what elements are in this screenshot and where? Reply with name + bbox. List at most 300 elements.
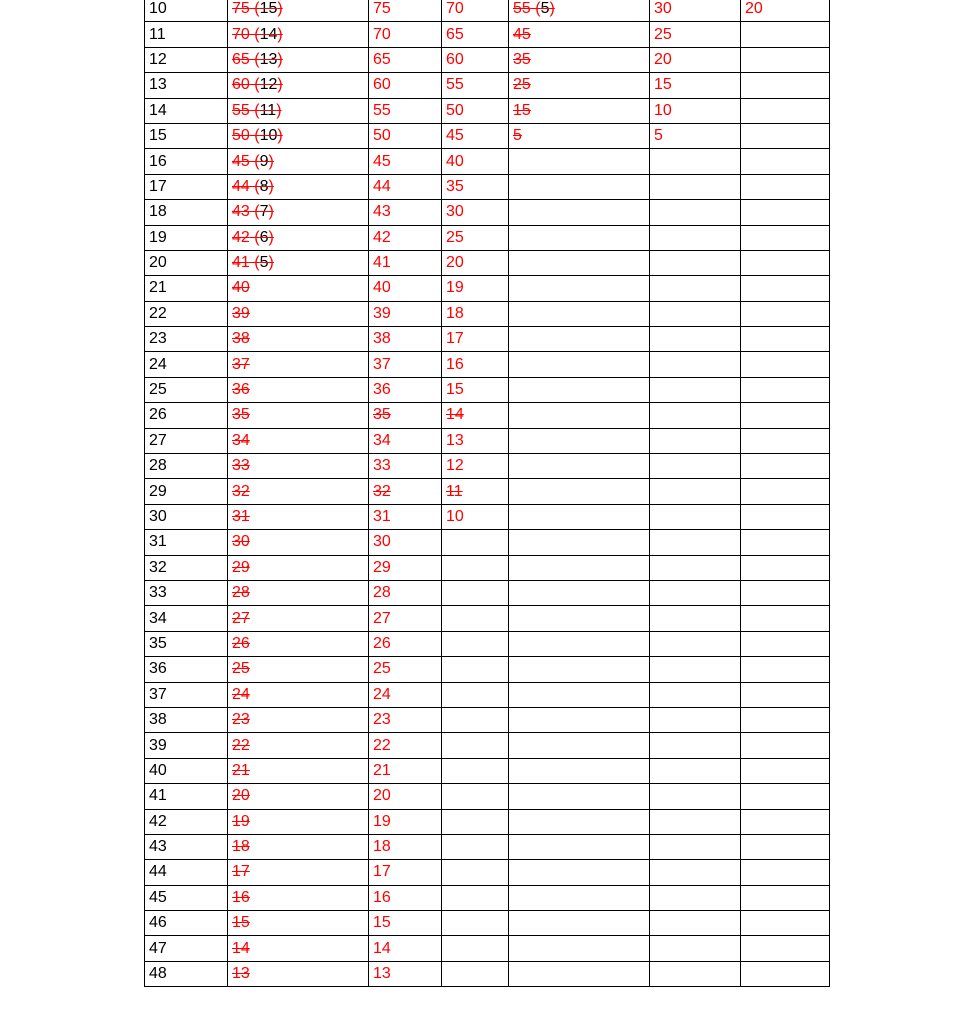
table-cell-col-b[interactable]: [228, 885, 369, 910]
table-cell-row-number[interactable]: [145, 327, 228, 352]
table-cell-col-d[interactable]: [442, 377, 509, 402]
table-cell-col-g[interactable]: [741, 606, 830, 631]
table-cell-col-f[interactable]: [650, 250, 741, 275]
table-cell-row-number[interactable]: [145, 0, 228, 22]
table-cell-row-number[interactable]: [145, 860, 228, 885]
table-cell-col-c[interactable]: [369, 47, 442, 72]
table-cell-col-c[interactable]: [369, 784, 442, 809]
table-cell-col-g[interactable]: [741, 784, 830, 809]
table-cell-row-number[interactable]: [145, 454, 228, 479]
table-cell-col-d[interactable]: [442, 47, 509, 72]
table-cell-col-g[interactable]: [741, 555, 830, 580]
table-cell-col-b[interactable]: [228, 860, 369, 885]
table-cell-row-number[interactable]: [145, 606, 228, 631]
table-cell-col-e[interactable]: [509, 22, 650, 47]
table-cell-col-c[interactable]: [369, 885, 442, 910]
table-cell-col-g[interactable]: [741, 809, 830, 834]
table-cell-col-g[interactable]: [741, 530, 830, 555]
table-cell-col-g[interactable]: [741, 225, 830, 250]
table-row: [145, 0, 830, 22]
table-cell-col-b[interactable]: [228, 606, 369, 631]
table-cell-col-g[interactable]: [741, 301, 830, 326]
deleted-number: 23: [232, 711, 250, 729]
table-cell-col-c[interactable]: [369, 22, 442, 47]
table-cell-col-g[interactable]: [741, 580, 830, 605]
table-cell-col-f[interactable]: [650, 707, 741, 732]
table-cell-col-f[interactable]: [650, 961, 741, 986]
table-cell-row-number[interactable]: [145, 784, 228, 809]
table-cell-col-c[interactable]: [369, 860, 442, 885]
table-cell-col-g[interactable]: [741, 631, 830, 656]
table-cell-col-g[interactable]: [741, 911, 830, 936]
table-cell-col-e[interactable]: [509, 250, 650, 275]
table-cell-col-f[interactable]: [650, 352, 741, 377]
table-cell-col-b[interactable]: [228, 327, 369, 352]
table-row: [145, 352, 830, 377]
table-cell-row-number[interactable]: [145, 479, 228, 504]
table-cell-col-c[interactable]: [369, 250, 442, 275]
table-cell-col-g[interactable]: [741, 149, 830, 174]
table-cell-col-c[interactable]: [369, 961, 442, 986]
inserted-value: 30: [373, 533, 391, 551]
deleted-number: 35: [373, 406, 391, 424]
table-cell-col-e[interactable]: [509, 606, 650, 631]
table-cell-col-f[interactable]: [650, 98, 741, 123]
table-cell-col-e[interactable]: [509, 47, 650, 72]
table-cell-col-d[interactable]: [442, 631, 509, 656]
table-cell-col-d[interactable]: [442, 580, 509, 605]
table-cell-col-e[interactable]: [509, 580, 650, 605]
table-cell-row-number[interactable]: [145, 580, 228, 605]
table-cell-col-c[interactable]: [369, 682, 442, 707]
table-cell-col-b[interactable]: [228, 301, 369, 326]
table-row: [145, 657, 830, 682]
table-cell-row-number[interactable]: [145, 657, 228, 682]
deleted-number: 70: [232, 25, 250, 43]
table-cell-col-g[interactable]: [741, 707, 830, 732]
table-cell-col-e[interactable]: [509, 301, 650, 326]
deleted-number: 45: [232, 152, 250, 170]
table-cell-col-e[interactable]: [509, 555, 650, 580]
table-cell-col-f[interactable]: [650, 936, 741, 961]
table-cell-col-d[interactable]: [442, 200, 509, 225]
table-cell-row-number[interactable]: [145, 936, 228, 961]
table-cell-col-e[interactable]: [509, 758, 650, 783]
inserted-value: 20: [654, 50, 672, 68]
table-cell-col-c[interactable]: [369, 580, 442, 605]
table-cell-row-number[interactable]: [145, 733, 228, 758]
table-cell-col-b[interactable]: [228, 200, 369, 225]
table-cell-row-number[interactable]: [145, 555, 228, 580]
table-cell-col-b[interactable]: [228, 631, 369, 656]
table-cell-col-d[interactable]: [442, 911, 509, 936]
table-row: [145, 580, 830, 605]
table-cell-row-number[interactable]: [145, 123, 228, 148]
table-cell-col-f[interactable]: [650, 657, 741, 682]
table-cell-col-f[interactable]: [650, 885, 741, 910]
table-cell-col-e[interactable]: [509, 936, 650, 961]
table-cell-row-number[interactable]: [145, 809, 228, 834]
table-cell-row-number[interactable]: [145, 504, 228, 529]
table-cell-row-number[interactable]: [145, 47, 228, 72]
table-cell-col-f[interactable]: [650, 123, 741, 148]
table-cell-col-d[interactable]: [442, 530, 509, 555]
table-cell-col-b[interactable]: [228, 225, 369, 250]
table-cell-col-c[interactable]: [369, 911, 442, 936]
deleted-value: [232, 611, 250, 627]
table-cell-col-c[interactable]: [369, 98, 442, 123]
table-cell-col-b[interactable]: [228, 174, 369, 199]
table-cell-col-f[interactable]: [650, 200, 741, 225]
table-cell-col-d[interactable]: [442, 479, 509, 504]
table-cell-col-e[interactable]: [509, 225, 650, 250]
table-cell-col-e[interactable]: [509, 276, 650, 301]
table-cell-col-g[interactable]: [741, 47, 830, 72]
table-cell-col-c[interactable]: [369, 555, 442, 580]
table-cell-col-g[interactable]: [741, 834, 830, 859]
table-cell-col-b[interactable]: [228, 479, 369, 504]
table-cell-col-e[interactable]: [509, 403, 650, 428]
table-cell-col-e[interactable]: [509, 352, 650, 377]
row-number-text: 38: [149, 711, 167, 729]
table-cell-col-f[interactable]: [650, 73, 741, 98]
table-cell-row-number[interactable]: [145, 276, 228, 301]
table-cell-col-b[interactable]: [228, 22, 369, 47]
table-cell-col-g[interactable]: [741, 733, 830, 758]
table-cell-col-g[interactable]: [741, 73, 830, 98]
table-cell-col-d[interactable]: [442, 657, 509, 682]
table-cell-row-number[interactable]: [145, 352, 228, 377]
table-cell-col-e[interactable]: [509, 123, 650, 148]
deleted-number: 41: [232, 254, 250, 272]
table-cell-col-f[interactable]: [650, 504, 741, 529]
table-cell-col-d[interactable]: [442, 758, 509, 783]
row-number-text: 35: [149, 634, 167, 652]
table-cell-col-b[interactable]: [228, 555, 369, 580]
table-cell-row-number[interactable]: [145, 149, 228, 174]
table-cell-row-number[interactable]: [145, 428, 228, 453]
table-cell-col-f[interactable]: [650, 327, 741, 352]
table-cell-col-b[interactable]: [228, 403, 369, 428]
table-cell-col-c[interactable]: [369, 504, 442, 529]
table-cell-col-e[interactable]: [509, 631, 650, 656]
table-cell-col-d[interactable]: [442, 225, 509, 250]
table-cell-row-number[interactable]: [145, 758, 228, 783]
table-cell-col-g[interactable]: [741, 682, 830, 707]
table-cell-col-g[interactable]: [741, 0, 830, 22]
inserted-value: 16: [373, 888, 391, 906]
table-cell-col-d[interactable]: [442, 784, 509, 809]
table-cell-col-f[interactable]: [650, 530, 741, 555]
table-cell-col-f[interactable]: [650, 174, 741, 199]
table-cell-col-e[interactable]: [509, 809, 650, 834]
table-cell-col-c[interactable]: [369, 403, 442, 428]
table-cell-col-b[interactable]: [228, 682, 369, 707]
table-cell-col-d[interactable]: [442, 682, 509, 707]
table-cell-col-d[interactable]: [442, 809, 509, 834]
table-cell-col-d[interactable]: [442, 352, 509, 377]
table-cell-col-c[interactable]: [369, 301, 442, 326]
table-cell-col-e[interactable]: [509, 733, 650, 758]
table-cell-col-b[interactable]: [228, 834, 369, 859]
table-cell-col-b[interactable]: [228, 758, 369, 783]
table-cell-col-f[interactable]: [650, 580, 741, 605]
table-cell-col-e[interactable]: [509, 961, 650, 986]
table-cell-col-f[interactable]: [650, 225, 741, 250]
table-cell-col-g[interactable]: [741, 428, 830, 453]
table-cell-col-e[interactable]: [509, 504, 650, 529]
table-cell-col-g[interactable]: [741, 504, 830, 529]
table-cell-col-f[interactable]: [650, 758, 741, 783]
table-cell-col-e[interactable]: [509, 428, 650, 453]
table-cell-col-c[interactable]: [369, 631, 442, 656]
table-cell-col-g[interactable]: [741, 352, 830, 377]
table-cell-col-d[interactable]: [442, 936, 509, 961]
table-cell-col-d[interactable]: [442, 0, 509, 22]
table-cell-col-d[interactable]: [442, 733, 509, 758]
table-cell-col-c[interactable]: [369, 809, 442, 834]
table-cell-col-f[interactable]: [650, 682, 741, 707]
table-cell-col-d[interactable]: [442, 707, 509, 732]
table-cell-col-b[interactable]: [228, 504, 369, 529]
table-cell-row-number[interactable]: [145, 682, 228, 707]
table-cell-col-e[interactable]: [509, 784, 650, 809]
table-cell-col-d[interactable]: [442, 98, 509, 123]
table-cell-col-b[interactable]: [228, 276, 369, 301]
table-cell-col-c[interactable]: [369, 428, 442, 453]
table-cell-col-d[interactable]: [442, 885, 509, 910]
table-cell-col-g[interactable]: [741, 885, 830, 910]
table-cell-col-f[interactable]: [650, 22, 741, 47]
table-cell-col-g[interactable]: [741, 174, 830, 199]
table-cell-row-number[interactable]: [145, 961, 228, 986]
table-cell-col-e[interactable]: [509, 174, 650, 199]
table-cell-col-c[interactable]: [369, 454, 442, 479]
table-cell-col-c[interactable]: [369, 276, 442, 301]
table-cell-col-e[interactable]: [509, 657, 650, 682]
table-cell-col-e[interactable]: [509, 149, 650, 174]
table-cell-col-c[interactable]: [369, 377, 442, 402]
table-cell-col-c[interactable]: [369, 123, 442, 148]
table-cell-row-number[interactable]: [145, 911, 228, 936]
table-cell-col-b[interactable]: [228, 733, 369, 758]
table-cell-col-b[interactable]: [228, 809, 369, 834]
table-cell-col-e[interactable]: [509, 200, 650, 225]
table-cell-col-b[interactable]: [228, 580, 369, 605]
deleted-number: 21: [232, 761, 250, 779]
table-cell-col-b[interactable]: [228, 961, 369, 986]
table-cell-col-f[interactable]: [650, 377, 741, 402]
table-cell-col-c[interactable]: [369, 530, 442, 555]
table-cell-col-b[interactable]: [228, 250, 369, 275]
table-cell-col-d[interactable]: [442, 276, 509, 301]
table-cell-col-d[interactable]: [442, 454, 509, 479]
table-cell-col-d[interactable]: [442, 149, 509, 174]
inserted-value: 20: [446, 254, 464, 272]
table-cell-col-f[interactable]: [650, 555, 741, 580]
table-cell-col-d[interactable]: [442, 504, 509, 529]
table-cell-row-number[interactable]: [145, 530, 228, 555]
table-cell-row-number[interactable]: [145, 73, 228, 98]
table-cell-col-c[interactable]: [369, 479, 442, 504]
table-cell-col-d[interactable]: [442, 22, 509, 47]
table-cell-col-g[interactable]: [741, 936, 830, 961]
table-cell-col-d[interactable]: [442, 961, 509, 986]
table-cell-col-g[interactable]: [741, 377, 830, 402]
table-cell-row-number[interactable]: [145, 250, 228, 275]
table-cell-col-f[interactable]: [650, 301, 741, 326]
row-number-text: 33: [149, 584, 167, 602]
deleted-number: 29: [232, 558, 250, 576]
table-cell-col-c[interactable]: [369, 174, 442, 199]
table-cell-col-b[interactable]: [228, 0, 369, 22]
table-cell-col-e[interactable]: [509, 479, 650, 504]
table-cell-col-f[interactable]: [650, 403, 741, 428]
table-cell-row-number[interactable]: [145, 631, 228, 656]
table-cell-col-e[interactable]: [509, 530, 650, 555]
table-cell-col-e[interactable]: [509, 73, 650, 98]
table-cell-col-e[interactable]: [509, 0, 650, 22]
table-cell-col-c[interactable]: [369, 225, 442, 250]
table-cell-col-d[interactable]: [442, 403, 509, 428]
table-cell-col-g[interactable]: [741, 327, 830, 352]
table-cell-col-d[interactable]: [442, 250, 509, 275]
table-cell-col-c[interactable]: [369, 352, 442, 377]
table-cell-col-d[interactable]: [442, 301, 509, 326]
table-cell-col-f[interactable]: [650, 454, 741, 479]
table-cell-col-b[interactable]: [228, 454, 369, 479]
table-cell-col-b[interactable]: [228, 377, 369, 402]
table-cell-col-c[interactable]: [369, 657, 442, 682]
table-cell-col-c[interactable]: [369, 936, 442, 961]
table-cell-col-d[interactable]: [442, 174, 509, 199]
table-cell-row-number[interactable]: [145, 403, 228, 428]
table-cell-col-g[interactable]: [741, 250, 830, 275]
table-cell-col-c[interactable]: [369, 758, 442, 783]
table-cell-col-f[interactable]: [650, 834, 741, 859]
deleted-value: [232, 585, 250, 601]
table-cell-col-f[interactable]: [650, 733, 741, 758]
table-cell-col-f[interactable]: [650, 47, 741, 72]
table-cell-row-number[interactable]: [145, 301, 228, 326]
table-cell-row-number[interactable]: [145, 225, 228, 250]
deleted-number: 40: [232, 279, 250, 297]
table-cell-col-f[interactable]: [650, 911, 741, 936]
table-cell-col-f[interactable]: [650, 276, 741, 301]
deleted-value: [232, 560, 250, 576]
table-cell-col-e[interactable]: [509, 707, 650, 732]
table-row: [145, 885, 830, 910]
table-cell-col-b[interactable]: [228, 428, 369, 453]
table-cell-col-f[interactable]: [650, 428, 741, 453]
table-cell-col-f[interactable]: [650, 149, 741, 174]
table-cell-col-b[interactable]: [228, 657, 369, 682]
table-cell-col-b[interactable]: [228, 707, 369, 732]
table-cell-col-g[interactable]: [741, 657, 830, 682]
table-cell-col-g[interactable]: [741, 961, 830, 986]
table-cell-row-number[interactable]: [145, 834, 228, 859]
table-cell-col-d[interactable]: [442, 327, 509, 352]
table-cell-col-e[interactable]: [509, 885, 650, 910]
table-row: [145, 555, 830, 580]
table-cell-col-f[interactable]: [650, 860, 741, 885]
table-cell-col-e[interactable]: [509, 911, 650, 936]
table-cell-col-d[interactable]: [442, 555, 509, 580]
table-cell-col-b[interactable]: [228, 352, 369, 377]
table-cell-col-e[interactable]: [509, 860, 650, 885]
table-cell-col-b[interactable]: [228, 784, 369, 809]
table-cell-row-number[interactable]: [145, 885, 228, 910]
table-cell-col-c[interactable]: [369, 73, 442, 98]
table-cell-col-g[interactable]: [741, 98, 830, 123]
table-cell-col-c[interactable]: [369, 149, 442, 174]
table-cell-col-g[interactable]: [741, 276, 830, 301]
table-cell-col-g[interactable]: [741, 758, 830, 783]
table-cell-col-g[interactable]: [741, 123, 830, 148]
table-cell-col-b[interactable]: [228, 73, 369, 98]
table-cell-col-d[interactable]: [442, 860, 509, 885]
table-cell-col-g[interactable]: [741, 200, 830, 225]
table-cell-col-g[interactable]: [741, 479, 830, 504]
table-cell-col-b[interactable]: [228, 47, 369, 72]
table-cell-col-d[interactable]: [442, 606, 509, 631]
table-cell-col-e[interactable]: [509, 454, 650, 479]
table-cell-col-b[interactable]: [228, 530, 369, 555]
table-cell-col-e[interactable]: [509, 682, 650, 707]
table-cell-col-b[interactable]: [228, 98, 369, 123]
table-cell-col-b[interactable]: [228, 911, 369, 936]
table-cell-col-c[interactable]: [369, 327, 442, 352]
inserted-value: 13: [373, 965, 391, 983]
table-cell-col-f[interactable]: [650, 0, 741, 22]
table-cell-col-f[interactable]: [650, 784, 741, 809]
deleted-value: 65 (13): [232, 50, 283, 68]
table-cell-col-d[interactable]: [442, 123, 509, 148]
table-cell-col-d[interactable]: [442, 834, 509, 859]
table-cell-row-number[interactable]: [145, 377, 228, 402]
table-cell-col-c[interactable]: [369, 733, 442, 758]
table-cell-col-g[interactable]: [741, 403, 830, 428]
table-cell-row-number[interactable]: [145, 22, 228, 47]
table-cell-col-c[interactable]: [369, 0, 442, 22]
table-cell-col-e[interactable]: [509, 834, 650, 859]
table-cell-row-number[interactable]: [145, 174, 228, 199]
table-cell-row-number[interactable]: [145, 98, 228, 123]
table-cell-col-g[interactable]: [741, 454, 830, 479]
table-cell-col-g[interactable]: [741, 22, 830, 47]
table-cell-row-number[interactable]: [145, 707, 228, 732]
table-cell-col-f[interactable]: [650, 809, 741, 834]
table-cell-col-d[interactable]: [442, 73, 509, 98]
table-cell-col-f[interactable]: [650, 631, 741, 656]
table-cell-col-c[interactable]: [369, 834, 442, 859]
table-cell-col-e[interactable]: [509, 327, 650, 352]
table-cell-col-f[interactable]: [650, 479, 741, 504]
table-cell-col-c[interactable]: [369, 606, 442, 631]
table-cell-col-e[interactable]: [509, 98, 650, 123]
table-cell-col-e[interactable]: [509, 377, 650, 402]
table-cell-col-b[interactable]: [228, 149, 369, 174]
table-cell-col-d[interactable]: [442, 428, 509, 453]
deleted-number: 75: [232, 0, 250, 18]
table-cell-col-b[interactable]: [228, 123, 369, 148]
table-cell-col-c[interactable]: [369, 200, 442, 225]
table-cell-row-number[interactable]: [145, 200, 228, 225]
table-cell-col-b[interactable]: [228, 936, 369, 961]
table-cell-col-c[interactable]: [369, 707, 442, 732]
table-cell-col-f[interactable]: [650, 606, 741, 631]
table-cell-col-g[interactable]: [741, 860, 830, 885]
